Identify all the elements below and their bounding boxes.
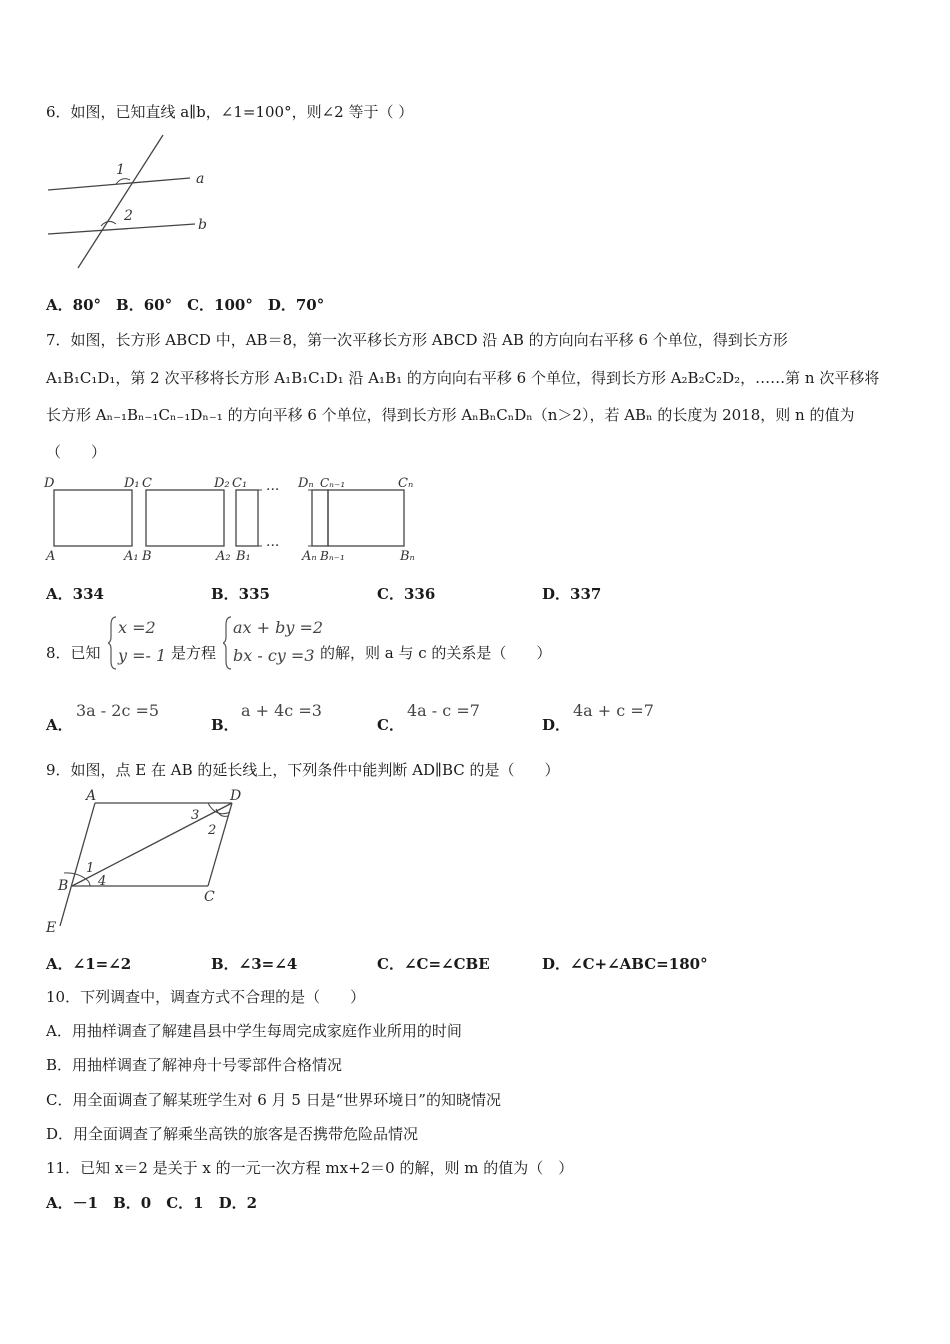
q7-label-A: A <box>46 549 56 564</box>
q8-system-2-line1: ax + by =2 <box>233 618 324 637</box>
q9-label-A: A <box>86 788 97 804</box>
q7-line4: （ ） <box>46 443 107 461</box>
q8-option-c-equation: 4a - c =7 <box>407 701 480 720</box>
q8-option-a-equation: 3a - 2c =5 <box>76 701 160 720</box>
q6-figure <box>40 130 220 275</box>
q8-middle: 是方程 <box>171 644 217 662</box>
q8-option-a-label: A． <box>46 716 73 734</box>
q6-options: A．80° B．60° C．100° D．70° <box>46 296 325 314</box>
q8-brace-1 <box>108 615 118 671</box>
q7-label-D: D <box>44 476 55 491</box>
q8-option-d-label: D． <box>542 716 571 734</box>
q6-stem: 6．如图，已知直线 a∥b，∠1=100°，则∠2 等于（ ） <box>46 103 414 121</box>
q7-label-Cn1: Cₙ₋₁ <box>320 476 346 490</box>
q7-label-D1: D₁ <box>124 476 140 491</box>
q7-dots-bottom: ··· <box>266 538 280 554</box>
q7-option-b: B．335 <box>211 585 270 603</box>
q8-system-1 <box>118 614 166 670</box>
q6-label-b: b <box>198 217 207 233</box>
q10-option-b: B．用抽样调查了解神舟十号零部件合格情况 <box>46 1056 343 1074</box>
q7-label-B1: B₁ <box>236 549 251 564</box>
q8-suffix: 的解，则 a 与 c 的关系是（ ） <box>320 644 552 662</box>
q7-option-c: C．336 <box>377 585 436 603</box>
q9-label-B: B <box>58 878 69 894</box>
q7-label-D2: D₂ <box>214 476 230 491</box>
q9-label-E: E <box>46 920 57 936</box>
q7-label-A2: A₂ <box>216 549 231 564</box>
q6-label-2: 2 <box>124 208 133 224</box>
q7-option-d: D．337 <box>542 585 602 603</box>
q7-option-a: A．334 <box>46 585 104 603</box>
q10-stem: 10．下列调查中，调查方式不合理的是（ ） <box>46 988 366 1006</box>
q8-system-1-line1: x =2 <box>118 618 156 637</box>
q7-label-C1: C₁ <box>232 476 248 491</box>
q7-label-Cn: Cₙ <box>398 476 414 491</box>
q7-figure <box>40 470 430 570</box>
q10-option-a: A．用抽样调查了解建昌县中学生每周完成家庭作业所用的时间 <box>46 1022 462 1040</box>
q7-label-A1: A₁ <box>124 549 139 564</box>
q7-label-Bn1: Bₙ₋₁ <box>320 549 345 563</box>
q8-brace-2 <box>223 615 233 671</box>
q9-label-D: D <box>230 788 242 804</box>
q8-system-1-line2: y =- 1 <box>118 646 167 665</box>
q8-option-d-equation: 4a + c =7 <box>573 701 654 720</box>
q9-stem: 9．如图，点 E 在 AB 的延长线上，下列条件中能判断 AD∥BC 的是（ ） <box>46 761 560 779</box>
q9-option-d: D．∠C+∠ABC=180° <box>542 955 708 973</box>
q8-option-b-label: B． <box>211 716 239 734</box>
q7-line1: 7．如图，长方形 ABCD 中，AB＝8，第一次平移长方形 ABCD 沿 AB 的方向向右平移 6 个单位，得到长方形 <box>46 331 788 349</box>
q6-label-a: a <box>196 171 205 187</box>
q9-figure <box>40 788 250 938</box>
q9-label-C: C <box>204 889 215 905</box>
q7-label-An: Aₙ <box>302 549 317 564</box>
q7-dots-top: ··· <box>266 482 280 498</box>
q9-option-a: A．∠1=∠2 <box>46 955 132 973</box>
q7-line2: A₁B₁C₁D₁，第 2 次平移将长方形 A₁B₁C₁D₁ 沿 A₁B₁ 的方向向右平移 6 个单位，得到长方形 A₂B₂C₂D₂，……第 n 次平移将 <box>46 369 880 387</box>
q7-label-C: C <box>142 476 152 491</box>
q7-label-Bn: Bₙ <box>400 549 415 564</box>
q7-label-Dn: Dₙ <box>298 476 314 491</box>
q8-prefix: 8．已知 <box>46 644 101 662</box>
q7-line3: 长方形 Aₙ₋₁Bₙ₋₁Cₙ₋₁Dₙ₋₁ 的方向平移 6 个单位，得到长方形 AₙBₙCₙDₙ（n＞2），若 ABₙ 的长度为 2018，则 n 的值为 <box>46 406 855 424</box>
q9-option-c: C．∠C=∠CBE <box>377 955 490 973</box>
q8-system-2 <box>233 614 323 670</box>
q9-label-1: 1 <box>86 861 95 876</box>
q11-stem: 11．已知 x＝2 是关于 x 的一元一次方程 mx+2＝0 的解，则 m 的值为（ ） <box>46 1159 574 1177</box>
q9-label-2: 2 <box>208 823 217 838</box>
q9-label-3: 3 <box>191 808 200 823</box>
q9-label-4: 4 <box>98 874 107 889</box>
q10-option-c: C．用全面调查了解某班学生对 6 月 5 日是“世界环境日”的知晓情况 <box>46 1091 501 1109</box>
q8-system-2-line2: bx - cy =3 <box>233 646 315 665</box>
q9-option-b: B．∠3=∠4 <box>211 955 298 973</box>
q7-label-B: B <box>142 549 152 564</box>
q8-option-c-label: C． <box>377 716 404 734</box>
q10-option-d: D．用全面调查了解乘坐高铁的旅客是否携带危险品情况 <box>46 1125 419 1143</box>
q6-label-1: 1 <box>116 162 125 178</box>
q8-option-b-equation: a + 4c =3 <box>241 701 322 720</box>
q11-options: A．－1 B．0 C．1 D．2 <box>46 1194 258 1212</box>
